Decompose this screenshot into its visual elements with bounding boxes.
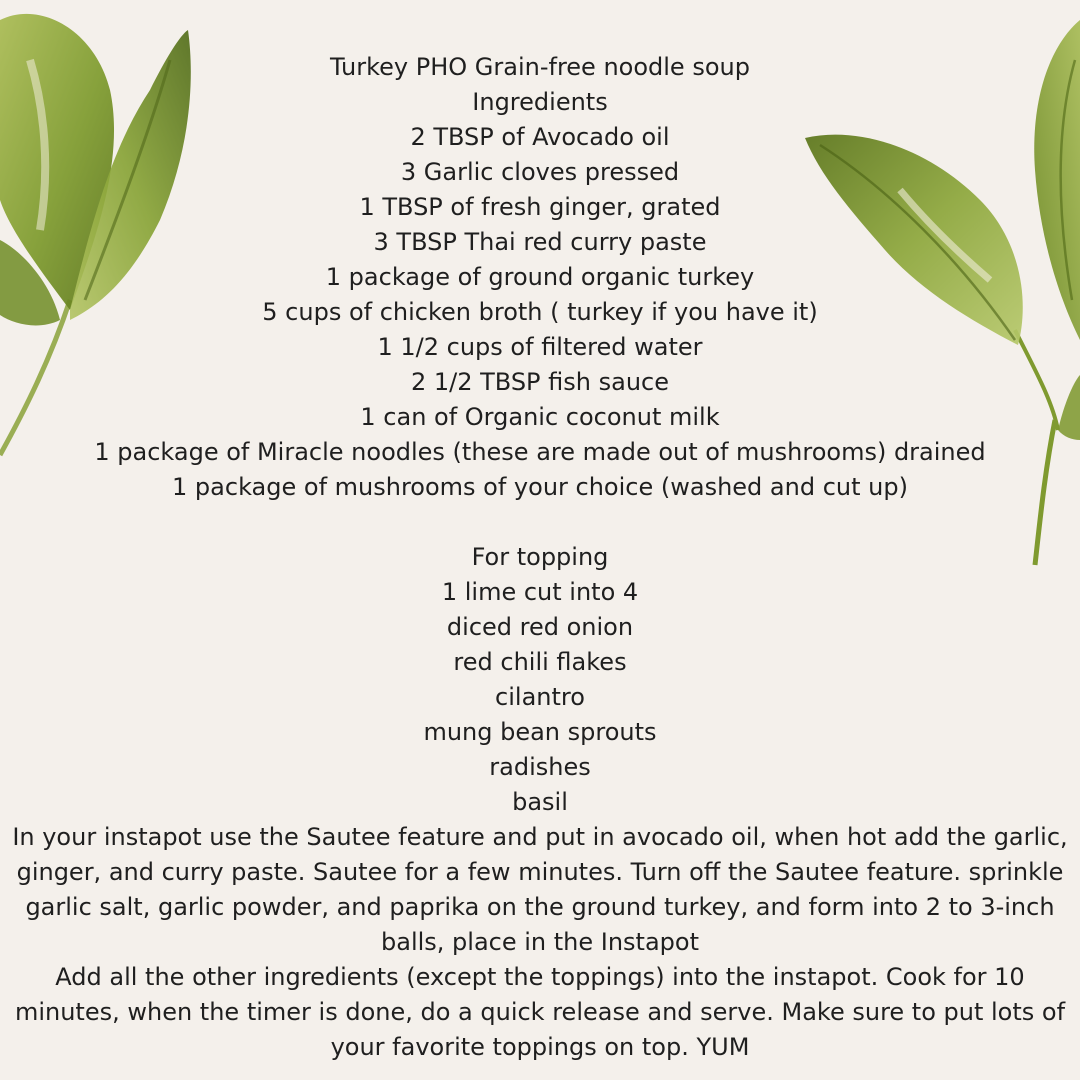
ingredient-item: 1 TBSP of fresh ginger, grated <box>359 193 721 221</box>
ingredient-item: 1 package of Miracle noodles (these are made out of mushrooms) drained <box>94 438 986 466</box>
recipe-text <box>0 50 1080 1065</box>
toppings-heading: For topping <box>471 543 609 571</box>
topping-item: radishes <box>489 753 591 781</box>
topping-item: diced red onion <box>446 613 634 641</box>
topping-item: mung bean sprouts <box>423 718 657 746</box>
ingredient-item: 3 TBSP Thai red curry paste <box>373 228 707 256</box>
topping-item: 1 lime cut into 4 <box>441 578 639 606</box>
ingredient-item: 1 package of mushrooms of your choice (washed and cut up) <box>172 473 908 501</box>
ingredient-item: 3 Garlic cloves pressed <box>400 158 680 186</box>
recipe-title: Turkey PHO Grain-free noodle soup <box>330 53 750 81</box>
topping-item: red chili flakes <box>453 648 627 676</box>
ingredient-item: 2 1/2 TBSP fish sauce <box>410 368 670 396</box>
instruction-paragraph: Add all the other ingredients (except the toppings) into the instapot. Cook for 10 minutes, when the timer is done, do a quick release and serve. Make sure to put lots of your favorite toppings on top. YUM <box>14 963 1066 1061</box>
ingredient-item: 1 1/2 cups of filtered water <box>377 333 703 361</box>
ingredients-heading: Ingredients <box>472 88 608 116</box>
ingredient-item: 5 cups of chicken broth ( turkey if you have it) <box>262 298 818 326</box>
topping-item: cilantro <box>495 683 585 711</box>
ingredient-item: 1 can of Organic coconut milk <box>360 403 720 431</box>
ingredient-item: 1 package of ground organic turkey <box>325 263 755 291</box>
spacer <box>0 505 1080 540</box>
ingredient-item: 2 TBSP of Avocado oil <box>410 123 670 151</box>
instruction-paragraph: In your instapot use the Sautee feature and put in avocado oil, when hot add the garlic, ginger, and curry paste. Sautee for a few minutes. Turn off the Sautee feature. sprinkle garlic salt, garlic powder, and paprika on the ground turkey, and form into 2 to 3-inch balls, place in the Instapot <box>12 823 1068 956</box>
topping-item: basil <box>512 788 568 816</box>
